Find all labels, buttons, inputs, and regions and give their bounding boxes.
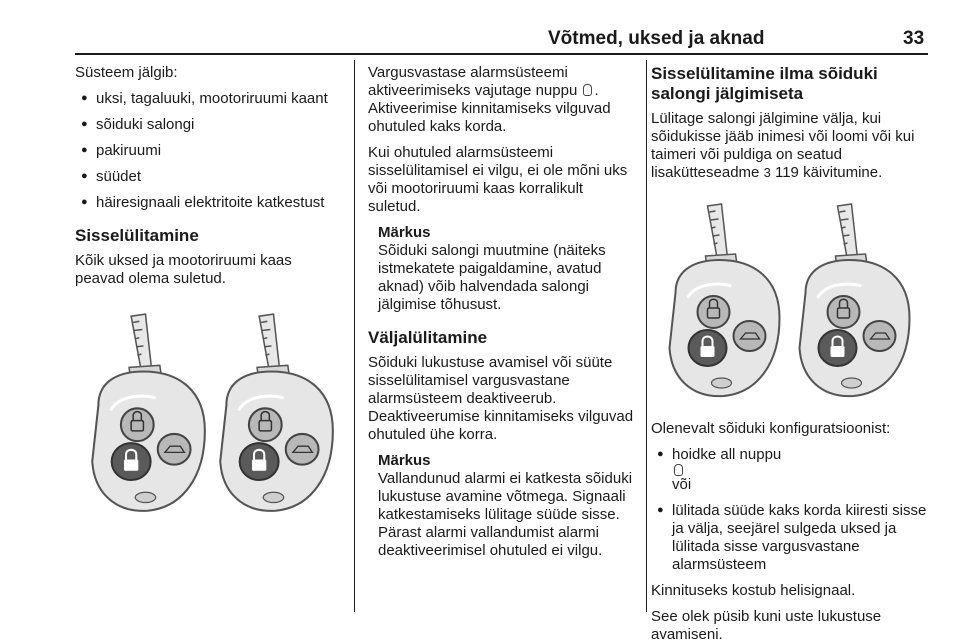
note-text: Sõiduki salongi muutmine (näiteks istmekatete paigaldamine, avatud aknad) võib halvendada salongi jälgimise tõhusust. bbox=[378, 242, 606, 313]
monitored-list bbox=[75, 90, 345, 212]
list-item: ● süüdet bbox=[75, 168, 345, 186]
note-box bbox=[368, 452, 638, 560]
section-heading-activation: Sisselülitamine bbox=[75, 226, 199, 245]
configuration-intro: Olenevalt sõiduki konfiguratsioonist: bbox=[651, 420, 891, 437]
page-header-title: Võtmed, uksed ja aknad bbox=[548, 28, 765, 49]
remote-lock-button-icon bbox=[583, 84, 592, 96]
remote-keys-illustration bbox=[75, 308, 345, 523]
state-duration-text: See olek püsib kuni uste lukustuse avamiseni. bbox=[651, 608, 882, 642]
note-title: Märkus bbox=[378, 452, 431, 469]
list-item: ● uksi, tagaluuki, mootoriruumi kaant bbox=[75, 90, 345, 108]
column-divider bbox=[646, 60, 647, 612]
options-list bbox=[651, 446, 929, 574]
list-item: ● hoidke all nuppu või bbox=[651, 446, 929, 494]
column-divider bbox=[354, 60, 355, 612]
column-middle bbox=[368, 64, 638, 568]
interior-monitoring-text: Lülitage salongi jälgimine välja, kui sõidukisse jääb inimesi või loomi või kui taimeri või puldiga on seatud lisakütteseadme 3 119 käivitumine. bbox=[651, 110, 915, 181]
deactivation-text: Sõiduki lukustuse avamisel või süüte sisselülitamisel vargusvastane alarmsüsteem deaktiveerub. Deaktiveerumise kinnitamiseks vilguvad ohutuled ühe korra. bbox=[368, 354, 634, 443]
list-item: ● häiresignaali elektritoite katkestust bbox=[75, 194, 345, 212]
monitoring-intro: Süsteem jälgib: bbox=[75, 64, 178, 81]
note-title: Märkus bbox=[378, 224, 431, 241]
list-item: ● pakiruumi bbox=[75, 142, 345, 160]
remote-keys-illustration bbox=[651, 198, 926, 408]
list-item: ● sõiduki salongi bbox=[75, 116, 345, 134]
list-item: ● lülitada süüde kaks korda kiiresti sisse ja välja, seejärel sulgeda uksed ja lülitada sisse vargusvastane alarmsüsteem bbox=[651, 502, 929, 574]
activation-warning: Kui ohutuled alarmsüsteemi sisselülitamisel ei vilgu, ei ole mõni uks või mootoriruumi kaas korralikult suletud. bbox=[368, 144, 628, 215]
cross-reference-arrow-icon: 3 bbox=[763, 165, 771, 180]
remote-lock-button-icon bbox=[674, 464, 683, 476]
activation-text: Kõik uksed ja mootoriruumi kaas peavad olema suletud. bbox=[75, 252, 292, 287]
header-rule bbox=[75, 53, 928, 55]
note-box bbox=[368, 224, 638, 314]
column-left bbox=[75, 64, 345, 535]
page-number: 33 bbox=[903, 28, 925, 49]
section-heading-deactivation: Väljalülitamine bbox=[368, 328, 488, 347]
activation-instructions: Vargusvastase alarmsüsteemi aktiveerimiseks vajutage nuppu . Aktiveerimise kinnitamiseks vilguvad ohutuled kaks korda. bbox=[368, 64, 611, 135]
confirmation-text: Kinnituseks kostub helisignaal. bbox=[651, 582, 856, 599]
section-heading-no-interior-monitoring: Sisselülitamine ilma sõiduki salongi jälgimiseta bbox=[651, 64, 878, 103]
column-right bbox=[651, 64, 929, 642]
note-text: Vallandunud alarmi ei katkesta sõiduki lukustuse avamine võtmega. Signaali katkestamiseks lülitage süüde sisse. Pärast alarmi vallandumist alarmi deaktiveerimisel ohutuled ei vilgu. bbox=[378, 470, 633, 559]
